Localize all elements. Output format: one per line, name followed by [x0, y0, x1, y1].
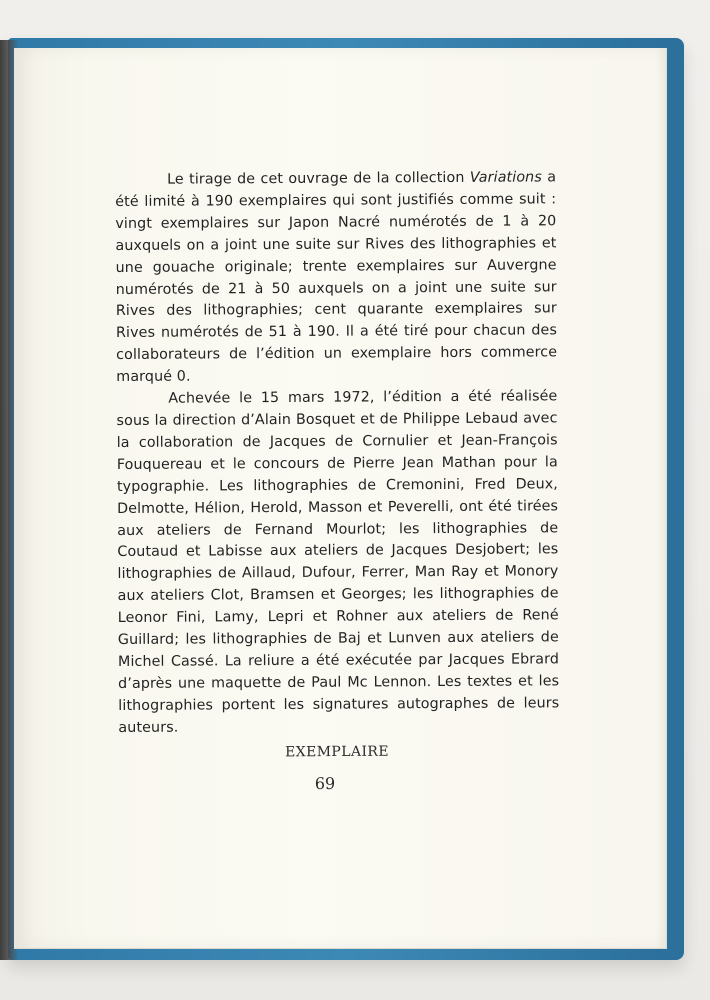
page-edge	[656, 48, 666, 948]
paragraph-1-suffix: a été limité à 190 exemplaires qui sont justifiés comme suit : vingt exemplaires sur Japon Nacré numérotés de 1 à 20 auxquels on a joint une suite sur Rives des lithographies et une gouache originale; trente exemplaires sur Auvergne numérotés de 21 à 50 auxquels on a joint une suite sur Rives des lithographies; cent quarante exemplaires sur Rives numérotés de 51 à 190. Il a été tiré pour chacun des collaborateurs de l’édition un exemplaire hors commerce marqué 0.	[115, 169, 558, 386]
paragraph-limited-edition	[115, 167, 557, 389]
paragraph-production-details	[116, 386, 559, 739]
paragraph-1-prefix: Le tirage de cet ouvrage de la collection	[167, 169, 470, 188]
paragraph-2-text: Achevée le 15 mars 1972, l’édition a été réalisée sous la direction d’Alain Bosquet et de Philippe Lebaud avec la collaboration de Jacques de Cornulier et Jean-François Fouquereau et le concours de Pierre Jean Mathan pour la typographie. Les lithographies de Cremonini, Fred Deux, Delmotte, Hélion, Herold, Masson et Peverelli, ont été tirées aux ateliers de Fernand Mourlot; les lithographies de Coutaud et Labisse aux ateliers de Jacques Desjobert; les lithographies de Aillaud, Dufour, Ferrer, Man Ray et Monory aux ateliers Clot, Bramsen et Georges; les lithographies de Leonor Fini, Lamy, Lepri et Rohner aux ateliers de René Guillard; les lithographies de Baj et Lunven aux ateliers de Michel Cassé. La reliure a été exécutée par Jacques Ebrard d’après une maquette de Paul Mc Lennon. Les textes et les lithographies portent les signatures autographes de leurs auteurs.	[116, 388, 560, 736]
collection-title: Variations	[469, 169, 542, 186]
book-page	[14, 48, 667, 949]
exemplaire-label: EXEMPLAIRE	[285, 743, 389, 761]
exemplaire-number: 69	[314, 773, 336, 794]
colophon-text	[115, 167, 559, 739]
